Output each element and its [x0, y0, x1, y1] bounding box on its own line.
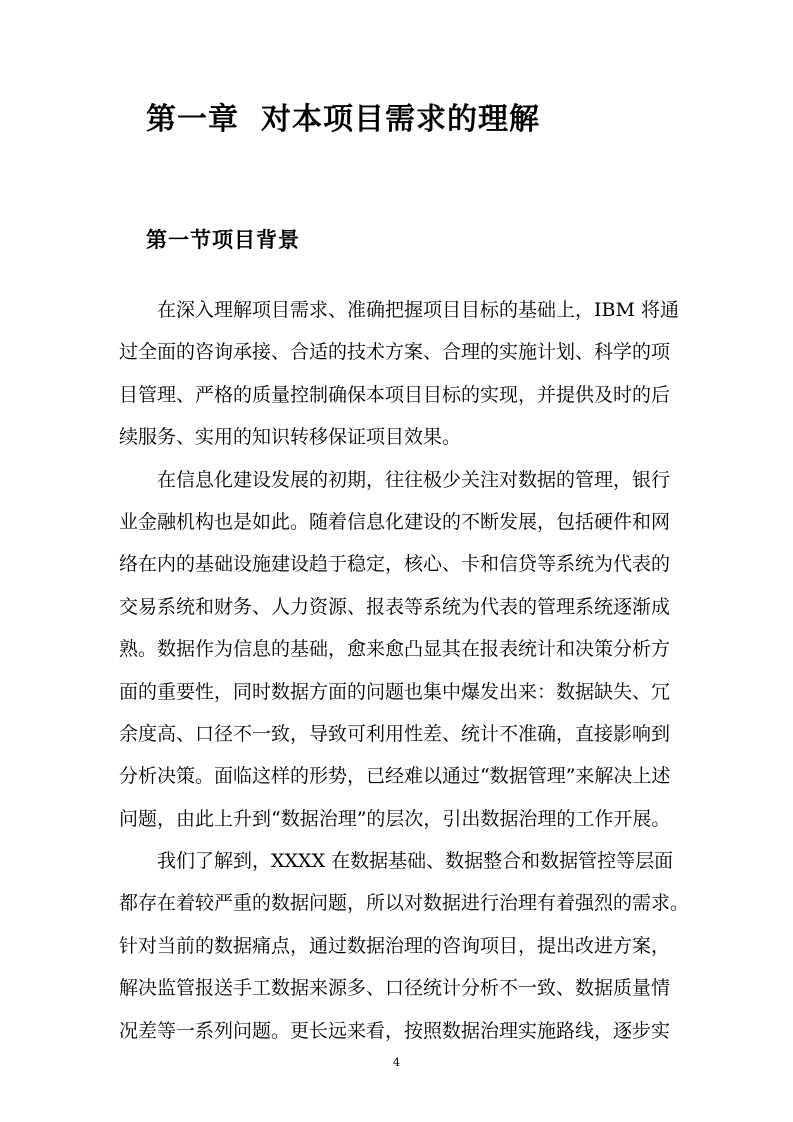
paragraph-ibm-approach — [119, 289, 679, 459]
text-line: 业金融机构也是如此。随着信息化建设的不断发展，包括硬件和网 — [119, 510, 671, 533]
section-title: 第一节项目背景 — [146, 227, 300, 252]
text-line: 面的重要性，同时数据方面的问题也集中爆发出来：数据缺失、冗 — [119, 680, 671, 703]
text-line: 目管理、严格的质量控制确保本项目目标的实现，并提供及时的后 — [119, 383, 671, 406]
text-line: 问题，由此上升到“数据治理”的层次，引出数据治理的工作开展。 — [119, 807, 671, 830]
text-line: 分析决策。面临这样的形势，已经难以通过“数据管理”来解决上述 — [119, 765, 671, 788]
chapter-title — [146, 98, 540, 142]
body-text — [119, 289, 690, 1052]
text-line: 在深入理解项目需求、准确把握项目目标的基础上，IBM 将通 — [157, 299, 679, 321]
text-line: 余度高、口径不一致，导致可利用性差、统计不准确，直接影响到 — [119, 722, 671, 745]
text-line: 过全面的咨询承接、合适的技术方案、合理的实施计划、科学的项 — [119, 341, 671, 364]
chapter-title-text: 对本项目需求的理解 — [261, 102, 540, 137]
text-line: 我们了解到，XXXX 在数据基础、数据整合和数据管控等层面 — [157, 850, 674, 873]
paragraph-client-needs — [119, 840, 690, 1052]
text-line: 络在内的基础设施建设趋于稳定，核心、卡和信贷等系统为代表的 — [119, 553, 671, 576]
paragraph-background — [119, 459, 671, 841]
text-line: 都存在着较严重的数据问题，所以对数据进行治理有着强烈的需求。 — [119, 892, 690, 915]
text-line: 熟。数据作为信息的基础，愈来愈凸显其在报表统计和决策分析方 — [119, 638, 671, 661]
text-line: 况差等一系列问题。更长远来看，按照数据治理实施路线，逐步实 — [119, 1019, 671, 1042]
page-number: 4 — [393, 1056, 400, 1069]
text-line: 针对当前的数据痛点，通过数据治理的咨询项目，提出改进方案， — [119, 934, 671, 957]
chapter-number: 第一章 — [146, 102, 239, 137]
text-line: 交易系统和财务、人力资源、报表等系统为代表的管理系统逐渐成 — [119, 595, 671, 618]
text-line: 续服务、实用的知识转移保证项目效果。 — [119, 426, 462, 449]
text-line: 在信息化建设发展的初期，往往极少关注对数据的管理，银行 — [157, 468, 671, 491]
text-line: 解决监管报送手工数据来源多、口径统计分析不一致、数据质量情 — [119, 977, 671, 1000]
